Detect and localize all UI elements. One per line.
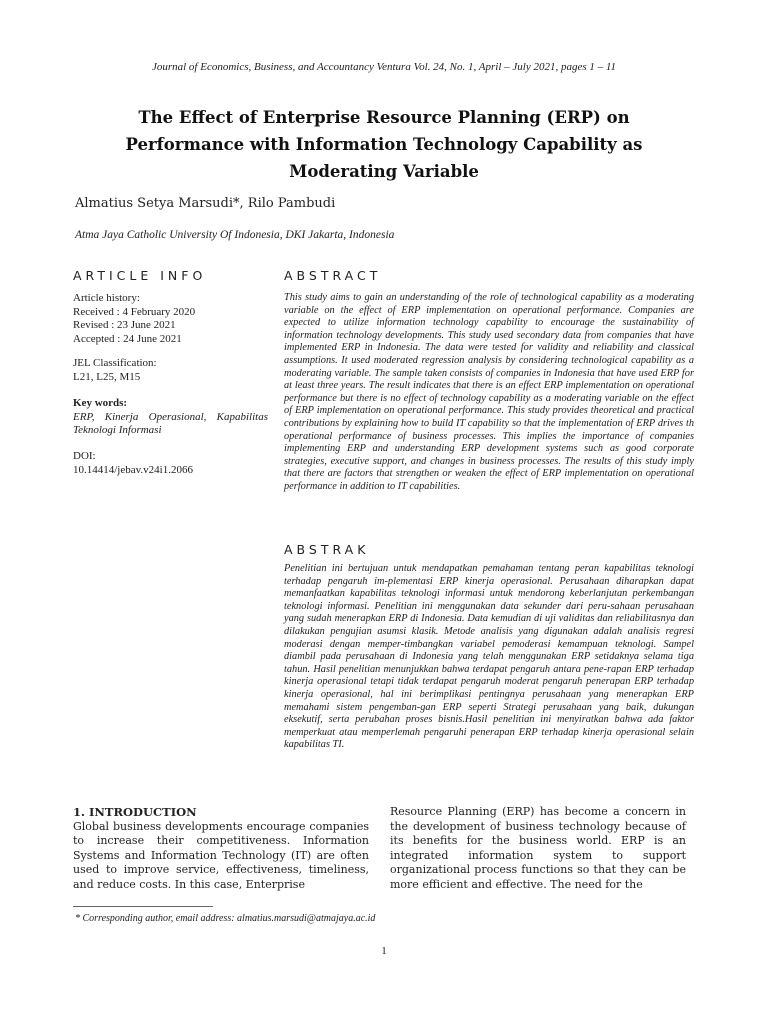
keywords-value: ERP, Kinerja Operasional, Kapabilitas Teknologi Informasi: [73, 410, 268, 437]
received-date: Received : 4 February 2020: [73, 305, 196, 318]
introduction-right-column: [390, 805, 686, 892]
introduction-right-text: Resource Planning (ERP) has become a concern in the development of business technology because of its benefits for the business world. ERP is an integrated information system to support organizational process functions so that they can be more efficient and effective. The need for the: [390, 805, 686, 891]
author-affiliation: Atma Jaya Catholic University Of Indonesia, DKI Jakarta, Indonesia: [75, 229, 395, 241]
jel-block: [73, 357, 268, 384]
abstrak-body: Penelitian ini bertujuan untuk mendapatkan pemahaman tentang peran kapabilitas teknologi terhadap pengaruh im-plementasi ERP kinerja operasional. Perusahaan diharapkan dapat memanfaatkan kapabilitas teknologi informasi untuk mendorong keberlanjutan perkembangan teknologi informasi. Penelitian ini menggunakan data sekunder dari peru-sahaan perusahaan yang sudah menerapkan ERP di Indonesia. Data kemudian di uji validitas dan reliabilitasnya dan dilakukan pengujian asumsi klasik. Metode analisis yang digunakan adalah analisis regresi moderasi dengan memper-timbangkan variabel pemoderasi kemampuan teknologi. Sampel diambil pada perusahaan di Indonesia yang telah menggunakan ERP setidaknya selama tiga tahun. Hasil penelitian menunjukkan bahwa terdapat pengaruh antara pene-rapan ERP terhadap kinerja operasional tetapi tidak terdapat pengaruh moderat pengaruh penerapan ERP terhadap kinerja operasional, hal ini berimplikasi pentingnya perusahaan yang menerapkan ERP memahami sistem pengemban-gan ERP seperti Strategi perusahaan yang baik, dukungan eksekutif, serta perubahan proses bisnis.Hasil penelitian ini menyiratkan bahwa ada faktor memperkuat atau memperlemah pengaruhi penerapan ERP terhadap kinerja operasional selain kapabilitas TI.: [284, 563, 694, 751]
author-list: Almatius Setya Marsudi*, Rilo Pambudi: [75, 196, 336, 211]
keywords-block: [73, 397, 268, 438]
page-number: 1: [381, 945, 387, 957]
revised-date: Revised : 23 June 2021: [73, 319, 176, 332]
accepted-date: Accepted : 24 June 2021: [73, 332, 182, 345]
paper-title: The Effect of Enterprise Resource Planning (ERP) on Performance with Information Technology Capability as Moderating Variable: [125, 108, 643, 181]
abstrak-heading: ABSTRAK: [284, 542, 370, 557]
keywords-label: Key words:: [73, 397, 128, 409]
abstract-heading: ABSTRACT: [284, 268, 382, 283]
doi-value: 10.14414/jebav.v24i1.2066: [73, 463, 193, 476]
introduction-left-text: Global business developments encourage companies to increase their competitiveness. Information Systems and Information Technology (IT) are often used to improve service, effectiveness, timeliness, and reduce costs. In this case, Enterprise: [73, 819, 369, 891]
introduction-left-column: [73, 805, 369, 892]
article-history-block: [73, 292, 268, 346]
corresponding-author-footnote: * Corresponding author, email address: almatius.marsudi@atmajaya.ac.id: [75, 913, 376, 924]
abstract-body: This study aims to gain an understanding of the role of technological capability as a moderating variable on the effect of ERP implementation on operational performance. Companies are expected to utilize information technology capability to encourage the sustainability of information technology developments. This study used secondary data from companies that have implemented ERP in Indonesia. The data were tested for validity and reliability and classical assumptions. It used moderated regression analysis by considering technological capability as a moderating variable. The sample taken consists of companies in Indonesia that have used ERP for at least three years. The result indicates that there is an effect ERP implementation on operational performance but there is no effect of technology capability as a moderating variable on the effect of ERP implementation on operational performance. This study provides theoretical and practical contributions by explaining how to build IT capability so that the implementation of ERP drives th operational performance of business processes. This implies the importance of companies implementing ERP and understanding ERP development systems such as good corporate strategies, executive support, and changes in business processes. The results of this study imply that there are factors that strengthen or weaken the effect of ERP implementation on operational performance in addition to IT capabilities.: [284, 292, 694, 492]
jel-codes: L21, L25, M15: [73, 370, 141, 383]
journal-header: Journal of Economics, Business, and Accountancy Ventura Vol. 24, No. 1, April – July 2021, pages 1 – 11: [151, 61, 617, 73]
introduction-heading: 1. INTRODUCTION: [73, 805, 197, 819]
article-info-heading: ARTICLE INFO: [73, 268, 207, 283]
footnote-divider: [73, 906, 213, 907]
doi-block: [73, 450, 268, 477]
doi-label: DOI:: [73, 450, 96, 462]
jel-label: JEL Classification:: [73, 357, 157, 369]
article-history-label: Article history:: [73, 292, 140, 304]
